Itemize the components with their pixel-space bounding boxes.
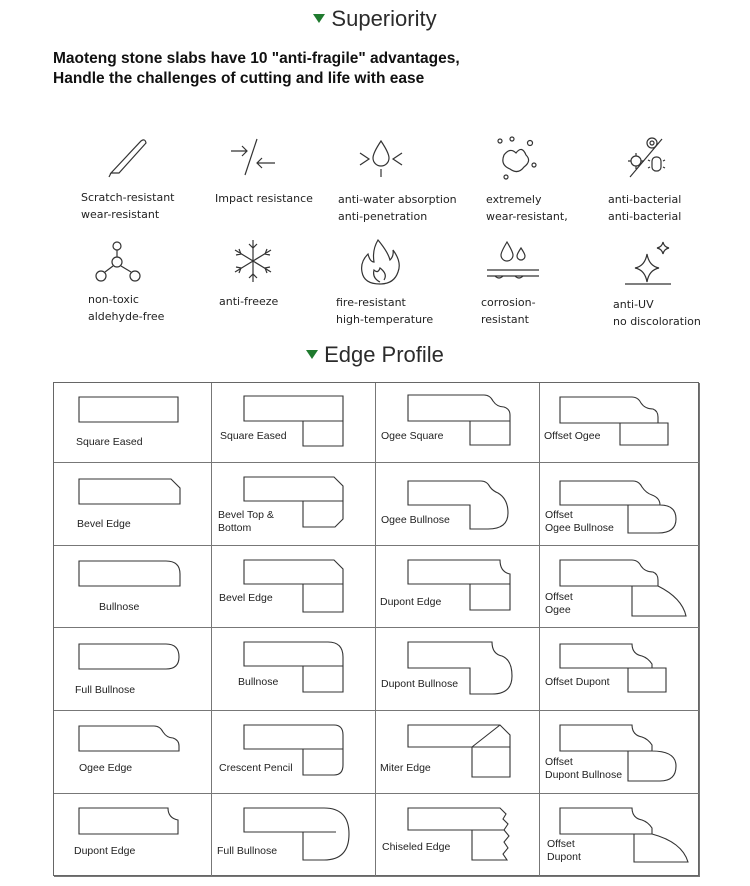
profile-cell (212, 628, 376, 711)
profile-drawing (54, 463, 212, 546)
profile-drawing (376, 463, 540, 546)
flame-icon (354, 238, 414, 286)
profile-label: Offset Ogee (545, 591, 573, 616)
bacteria-icon (622, 135, 682, 180)
profile-drawing (212, 383, 376, 463)
intro-line-2: Handle the challenges of cutting and life with ease (53, 70, 425, 87)
profile-drawing (540, 383, 700, 463)
profile-label: Offset Dupont Bullnose (545, 756, 623, 781)
feature-label: fire-resistant (336, 296, 406, 309)
feature-label: corrosion- (481, 296, 536, 309)
profile-label: Offset Ogee (544, 430, 601, 442)
intro-line-1: Maoteng stone slabs have 10 "anti-fragile" advantages, (53, 50, 460, 67)
profile-cell (540, 383, 700, 463)
profile-label: Crescent Pencil (219, 762, 293, 774)
profile-drawing (540, 711, 700, 794)
water-drop-icon (356, 135, 416, 180)
feature-label: anti-UV (613, 298, 654, 311)
profile-label: Ogee Edge (79, 762, 133, 774)
profile-label: Offset Ogee Bullnose (545, 509, 614, 534)
profile-cell (54, 546, 212, 628)
profile-label: Square Eased (220, 430, 287, 442)
profile-cell (212, 383, 376, 463)
feature-label: aldehyde-free (88, 310, 165, 323)
molecule-icon (92, 238, 152, 286)
profile-drawing (54, 546, 212, 628)
feature-label: high-temperature (336, 313, 434, 326)
profile-label: Ogee Bullnose (381, 514, 450, 526)
profile-drawing (376, 711, 540, 794)
impact-arrows-icon (227, 135, 287, 180)
profile-cell (212, 546, 376, 628)
profile-cell (212, 711, 376, 794)
profile-cell (376, 546, 540, 628)
profile-cell (540, 628, 700, 711)
profile-cell (540, 794, 700, 877)
triangle-down-icon (313, 14, 325, 23)
profile-label: Full Bullnose (217, 845, 278, 857)
profile-label: Dupont Edge (380, 596, 442, 608)
feature-label: Scratch-resistant (81, 191, 175, 204)
sparkle-icon (623, 238, 683, 286)
feature-label: anti-freeze (219, 295, 279, 308)
profile-drawing (212, 546, 376, 628)
feature-label: anti-penetration (338, 210, 428, 223)
profile-label: Offset Dupont (545, 676, 610, 688)
profile-drawing (54, 628, 212, 711)
profile-cell (376, 383, 540, 463)
superiority-title: Superiority (331, 6, 437, 31)
profile-label: Chiseled Edge (382, 841, 451, 853)
feature-label: wear-resistant (81, 208, 160, 221)
profile-cell (212, 463, 376, 546)
profile-cell (540, 711, 700, 794)
profile-drawing (212, 628, 376, 711)
profile-label: Square Eased (76, 436, 143, 448)
feature-label: anti-bacterial (608, 210, 682, 223)
edge-profile-heading (0, 342, 750, 368)
superiority-heading (0, 6, 750, 32)
profile-cell (54, 383, 212, 463)
profile-label: Dupont Edge (74, 845, 136, 857)
edge-profile-grid (53, 382, 699, 876)
profile-label: Bevel Edge (77, 518, 131, 530)
edge-profile-title: Edge Profile (324, 342, 444, 367)
profile-cell (54, 463, 212, 546)
feature-label: no discoloration (613, 315, 701, 328)
profile-drawing (376, 383, 540, 463)
profile-label: Bullnose (99, 601, 140, 613)
splash-icon (490, 135, 550, 180)
feature-label: anti-water absorption (338, 193, 457, 206)
feature-label: resistant (481, 313, 529, 326)
profile-drawing (212, 794, 376, 877)
profile-drawing (376, 628, 540, 711)
feature-label: anti-bacterial (608, 193, 682, 206)
profile-label: Full Bullnose (75, 684, 136, 696)
profile-cell (54, 711, 212, 794)
profile-label: Dupont Bullnose (381, 678, 459, 690)
profile-cell (540, 546, 700, 628)
feature-label: Impact resistance (215, 192, 313, 205)
profile-drawing (54, 383, 212, 463)
profile-drawing (376, 794, 540, 877)
profile-cell (54, 628, 212, 711)
profile-label: Bullnose (238, 676, 279, 688)
profile-cell (376, 711, 540, 794)
profile-cell (376, 628, 540, 711)
profile-label: Bevel Top & Bottom (218, 509, 274, 534)
profile-cell (54, 794, 212, 877)
profile-label: Ogee Square (381, 430, 444, 442)
profile-cell (540, 463, 700, 546)
profile-drawing (54, 794, 212, 877)
triangle-down-icon (306, 350, 318, 359)
profile-label: Miter Edge (380, 762, 431, 774)
profile-drawing (540, 794, 700, 877)
profile-drawing (212, 711, 376, 794)
profile-drawing (54, 711, 212, 794)
profile-label: Bevel Edge (219, 592, 273, 604)
profile-drawing (540, 628, 700, 711)
profile-drawing (376, 546, 540, 628)
feature-label: non-toxic (88, 293, 139, 306)
snowflake-icon (229, 238, 289, 286)
corrosion-icon (485, 238, 545, 286)
profile-label: Offset Dupont (547, 838, 581, 863)
intro-text (53, 49, 460, 89)
profile-cell (376, 794, 540, 877)
blade-icon (105, 135, 165, 180)
profile-cell (212, 794, 376, 877)
feature-label: extremely (486, 193, 542, 206)
profile-cell (376, 463, 540, 546)
feature-label: wear-resistant, (486, 210, 568, 223)
